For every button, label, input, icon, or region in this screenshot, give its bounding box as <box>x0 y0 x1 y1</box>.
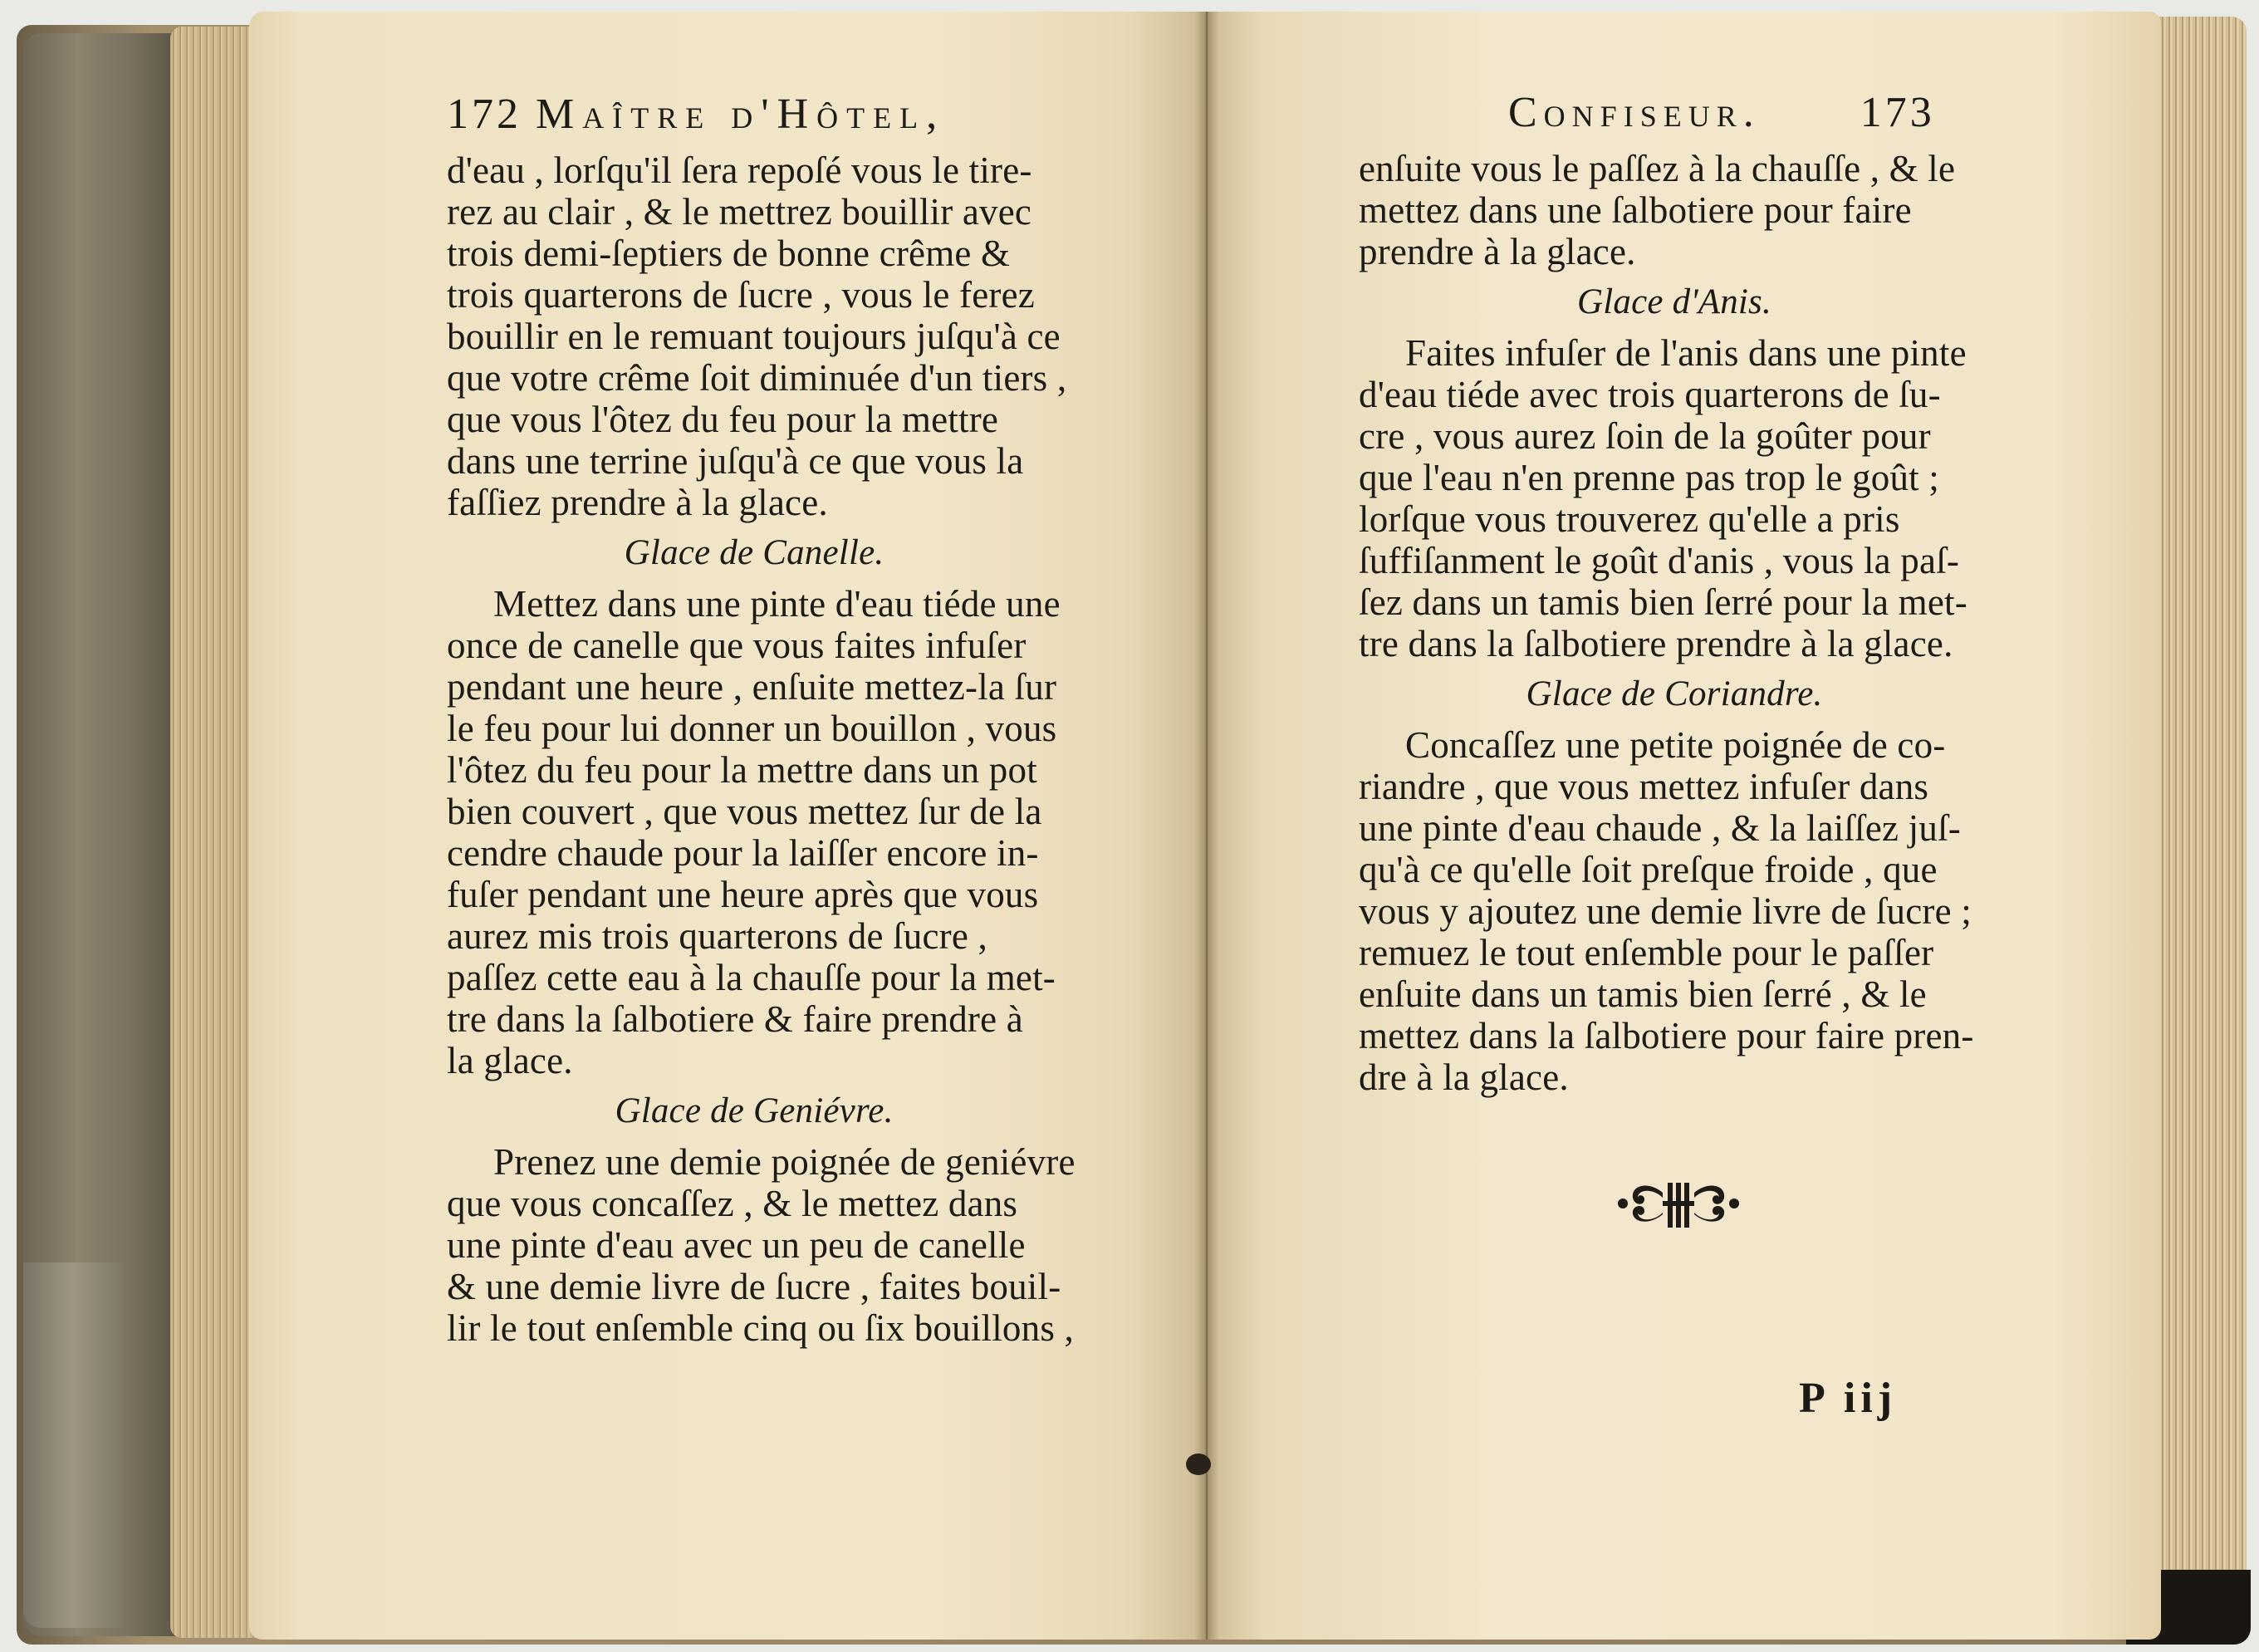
book-gutter <box>1194 12 1219 1640</box>
left-running-head <box>447 93 1061 150</box>
text-line: le feu pour lui donner un bouillon , vous <box>447 708 1057 749</box>
printers-ornament-icon <box>1616 1176 1741 1234</box>
cloth-patch <box>23 1262 123 1628</box>
text-line: qu'à ce qu'elle ſoit preſque froide , que <box>1359 849 1938 890</box>
right-running-title: Confiseur. <box>1508 89 1761 136</box>
text-line: ſuffiſanment le goût d'anis , vous la paſ- <box>1359 540 1960 581</box>
text-line: mettez dans la ſalbotiere pour faire pren- <box>1359 1015 1974 1056</box>
text-line: d'eau tiéde avec trois quarterons de ſu- <box>1359 374 1941 415</box>
text-line: once de canelle que vous faites infuſer <box>447 625 1027 666</box>
text-line: une pinte d'eau avec un peu de canelle <box>447 1224 1026 1266</box>
text-line: trois demi-ſeptiers de bonne crême & <box>447 233 1011 274</box>
text-line: tre dans la ſalbotiere prendre à la glace. <box>1359 623 1953 664</box>
heading-coriandre: Glace de Coriandre. <box>1526 674 1823 713</box>
text-line: dans une terrine juſqu'à ce que vous la <box>447 440 1024 482</box>
right-page-text <box>1359 91 1990 1098</box>
text-line: d'eau , lorſqu'il ſera repoſé vous le tire- <box>447 150 1032 191</box>
right-running-head <box>1359 91 1990 148</box>
right-intro-paragraph <box>1359 148 1990 272</box>
left-intro-paragraph <box>447 150 1067 523</box>
text-line: paſſez cette eau à la chauſſe pour la met- <box>447 957 1056 998</box>
anis-paragraph <box>1359 332 1990 664</box>
text-line: cendre chaude pour la laiſſer encore in- <box>447 832 1039 874</box>
text-line: fuſer pendant une heure après que vous <box>447 874 1039 915</box>
text-line: prendre à la glace. <box>1359 231 1636 272</box>
left-page-text <box>447 91 1076 1349</box>
signature-mark: P iij <box>1799 1375 1898 1422</box>
text-line: rez au clair , & le mettrez bouillir avec <box>447 191 1032 233</box>
text-line: lir le tout enſemble cinq ou ſix bouillons , <box>447 1307 1074 1349</box>
right-page-edges <box>2159 17 2247 1640</box>
text-line: une pinte d'eau chaude , & la laiſſez juſ- <box>1359 807 1961 849</box>
coriandre-paragraph <box>1359 724 1990 1098</box>
heading-canelle: Glace de Canelle. <box>624 533 884 572</box>
text-line: riandre , que vous mettez infuſer dans <box>1359 766 1929 807</box>
text-line: enſuite vous le paſſez à la chauſſe , & le <box>1359 148 1956 189</box>
text-line: dre à la glace. <box>1359 1056 1569 1098</box>
text-line: que vous l'ôtez du feu pour la mettre <box>447 399 999 440</box>
binding-thread-knot <box>1186 1453 1211 1475</box>
text-line: bouillir en le remuant toujours juſqu'à ce <box>447 316 1061 357</box>
left-page-number: 172 <box>447 91 522 138</box>
canelle-paragraph <box>447 583 1061 1081</box>
text-line: mettez dans une ſalbotiere pour faire <box>1359 189 1912 231</box>
text-line: que vous concaſſez , & le mettez dans <box>447 1183 1018 1224</box>
text-line: que l'eau n'en prenne pas trop le goût ; <box>1359 457 1939 498</box>
genievre-paragraph <box>447 1141 1076 1349</box>
text-line: Faites infuſer de l'anis dans une pinte <box>1405 332 1967 374</box>
text-line: ſez dans un tamis bien ſerré pour la met- <box>1359 581 1967 623</box>
text-line: remuez le tout enſemble pour le paſſer <box>1359 932 1934 973</box>
text-line: que votre crême ſoit diminuée d'un tiers , <box>447 357 1067 399</box>
text-line: cre , vous aurez ſoin de la goûter pour <box>1359 415 1931 457</box>
text-line: Concaſſez une petite poignée de co- <box>1405 724 1946 766</box>
text-line: enſuite dans un tamis bien ſerré , & le <box>1359 973 1927 1015</box>
text-line: la glace. <box>447 1040 573 1081</box>
text-line: Mettez dans une pinte d'eau tiéde une <box>493 583 1061 625</box>
text-line: l'ôtez du feu pour la mettre dans un pot <box>447 749 1037 791</box>
text-line: & une demie livre de ſucre , faites bouil- <box>447 1266 1061 1307</box>
heading-genievre: Glace de Geniévre. <box>615 1091 894 1130</box>
text-line: faſſiez prendre à la glace. <box>447 482 828 523</box>
left-running-title: Maître d'Hôtel, <box>536 91 946 138</box>
text-line: Prenez une demie poignée de geniévre <box>493 1141 1076 1183</box>
text-line: tre dans la ſalbotiere & faire prendre à <box>447 998 1023 1040</box>
text-line: vous y ajoutez une demie livre de ſucre ; <box>1359 890 1972 932</box>
text-line: bien couvert , que vous mettez ſur de la <box>447 791 1042 832</box>
heading-anis: Glace d'Anis. <box>1577 282 1771 321</box>
text-line: aurez mis trois quarterons de ſucre , <box>447 915 987 957</box>
text-line: lorſque vous trouverez qu'elle a pris <box>1359 498 1900 540</box>
text-line: trois quarterons de ſucre , vous le ferez <box>447 274 1035 316</box>
text-line: pendant une heure , enſuite mettez-la ſur <box>447 666 1057 708</box>
right-page-number: 173 <box>1860 89 1935 136</box>
